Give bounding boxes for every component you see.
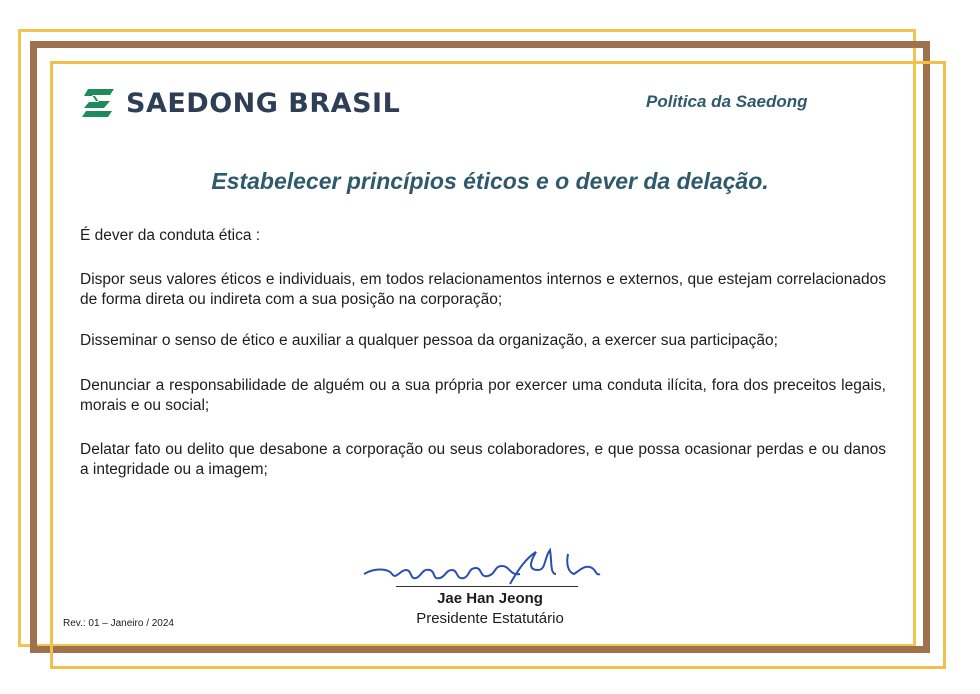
policy-label: Politica da Saedong (646, 92, 808, 111)
handwritten-signature (360, 540, 610, 592)
company-name: SAEDONG BRASIL (126, 87, 401, 119)
saedong-logo-icon (80, 86, 118, 120)
intro-text: É dever da conduta ética : (80, 227, 261, 244)
signature-line (396, 586, 578, 587)
paragraph-3: Denunciar a responsabilidade de alguém ou a sua própria por exercer uma conduta ilícita, fora dos preceitos legais, morais e ou social; (80, 377, 886, 414)
signer-name: Jae Han Jeong (437, 590, 543, 607)
paragraph-2: Disseminar o senso de ético e auxiliar a qualquer pessoa da organização, a exercer sua participação; (80, 332, 778, 349)
signer-title: Presidente Estatutário (416, 610, 564, 627)
paragraph-1: Dispor seus valores éticos e individuais, em todos relacionamentos internos e externos, que estejam correlacionados de forma direta ou indireta com a sua posição na corporação; (80, 271, 886, 308)
company-logo (80, 86, 400, 120)
paragraph-4: Delatar fato ou delito que desabone a corporação ou seus colaboradores, e que possa ocasionar perdas e ou danos a integridade ou a imagem; (80, 441, 886, 478)
revision-note: Rev.: 01 – Janeiro / 2024 (63, 618, 174, 629)
document-title: Estabelecer princípios éticos e o dever da delação. (211, 168, 769, 194)
